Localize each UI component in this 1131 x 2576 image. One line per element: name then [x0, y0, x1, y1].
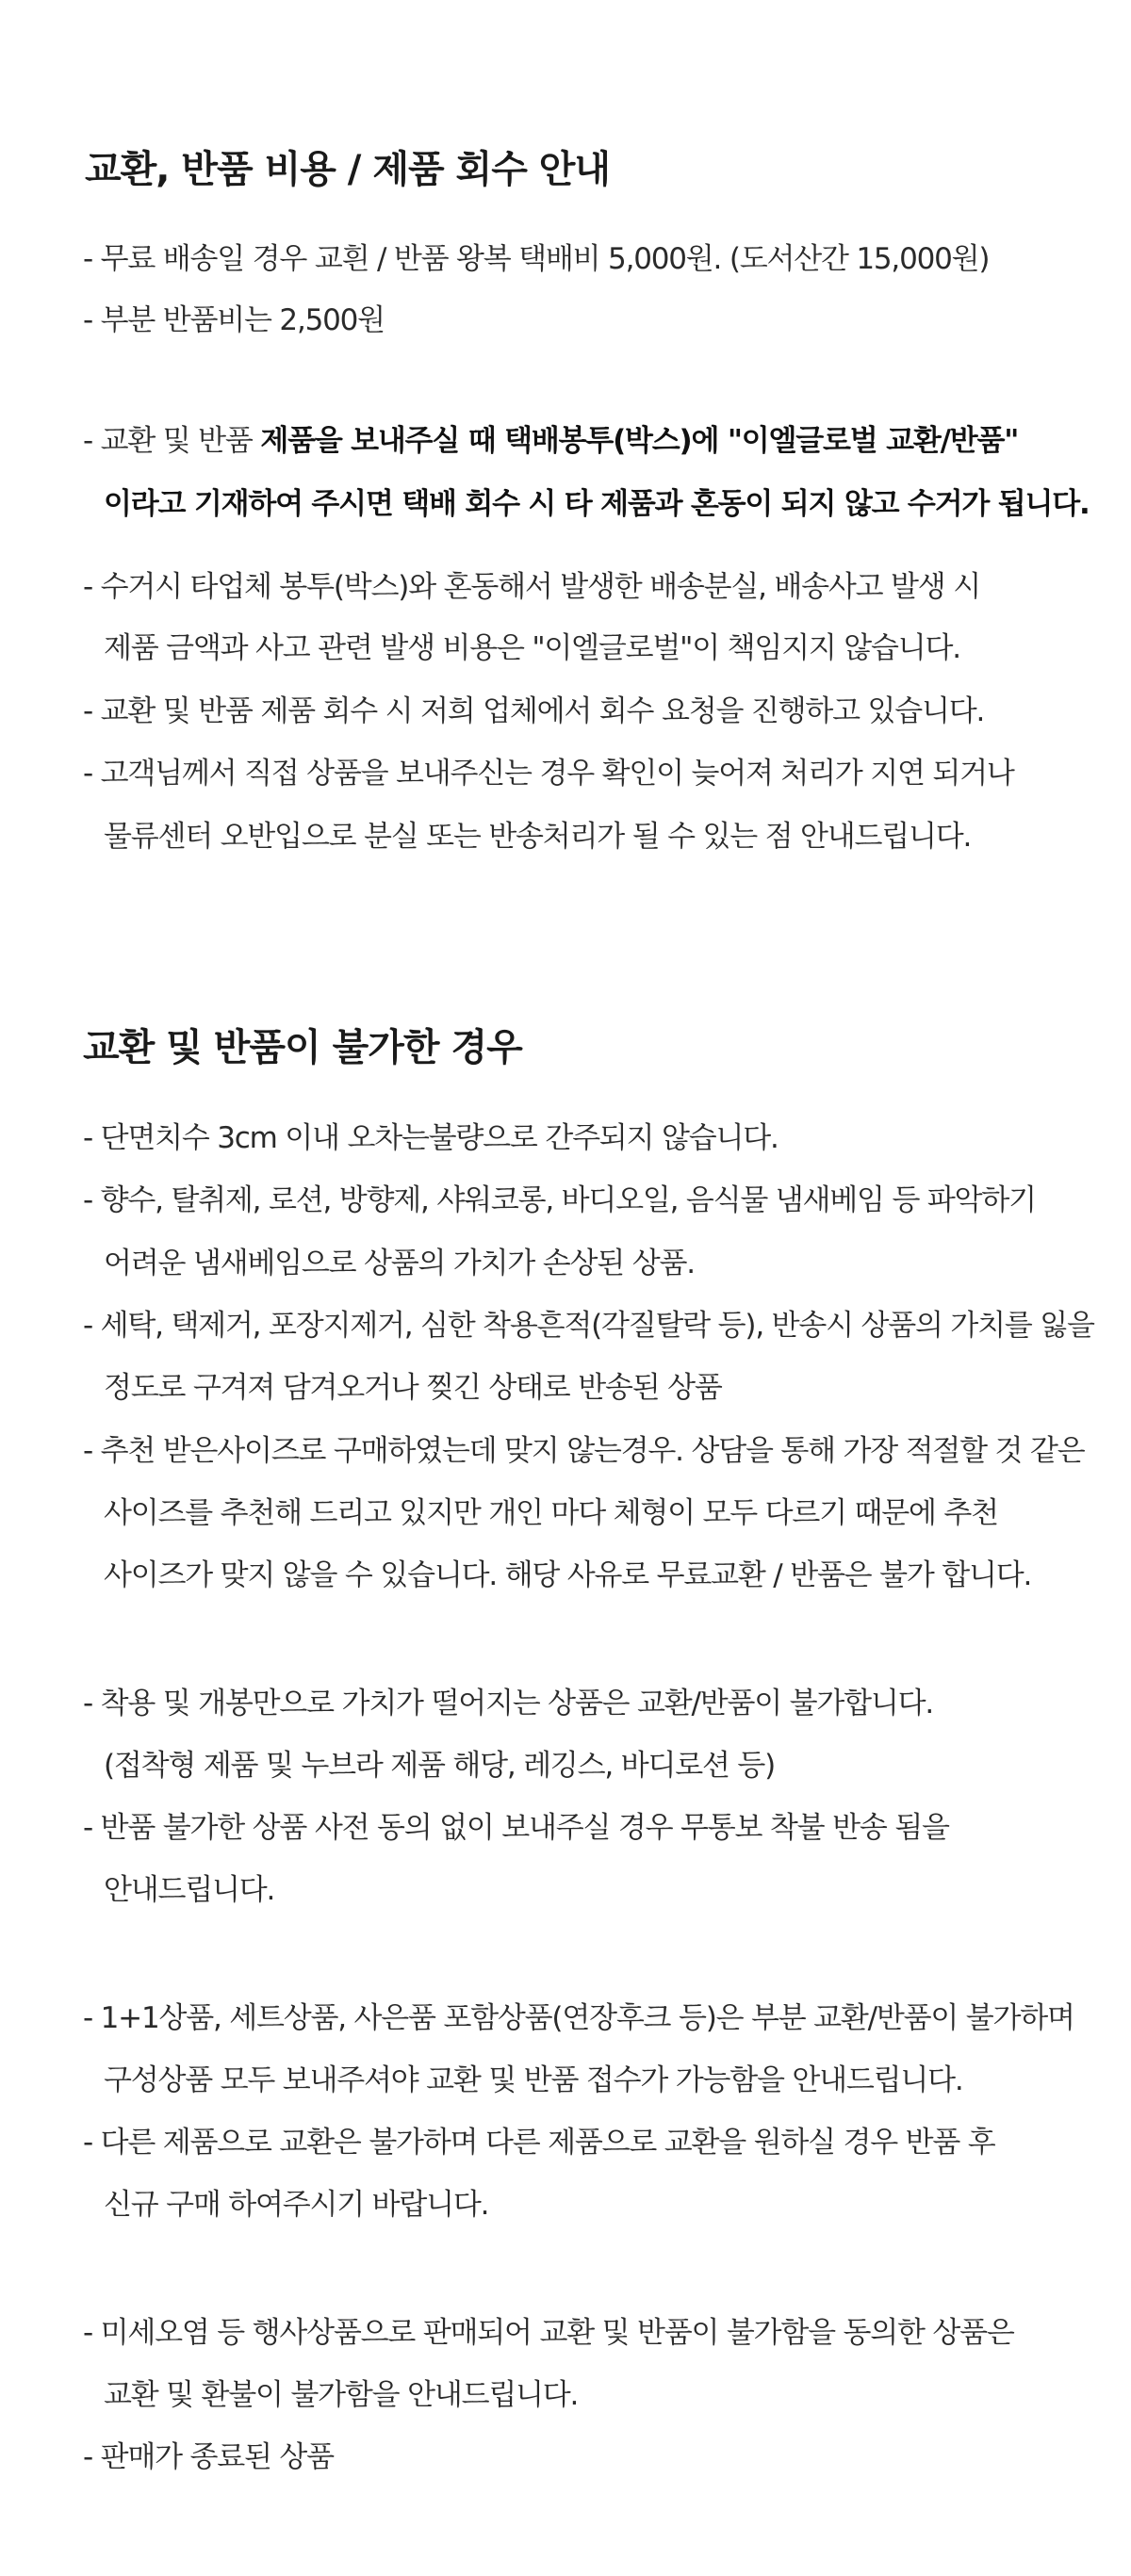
- info-line-prefix: - 교환 및 반품: [83, 424, 261, 458]
- info-line-emphasis: [83, 422, 1018, 460]
- info-line-bold: 이라고 기재하여 주시면 택배 회수 시 타 제품과 혼동이 되지 않고 수거가 됩니다.: [104, 487, 1090, 521]
- section-title-not-allowed: 교환 및 반품이 불가한 경우: [83, 1026, 522, 1069]
- info-line: - 다른 제품으로 교환은 불가하며 다른 제품으로 교환을 원하실 경우 반품 후: [83, 2126, 995, 2160]
- info-line: - 단면치수 3cm 이내 오차는불량으로 간주되지 않습니다.: [83, 1121, 779, 1155]
- info-line: - 추천 받은사이즈로 구매하였는데 맞지 않는경우. 상담을 통해 가장 적절할 것 같은: [83, 1434, 1085, 1468]
- info-line: 정도로 구겨져 담겨오거나 찢긴 상태로 반송된 상품: [104, 1371, 722, 1405]
- info-line-bold: 제품을 보내주실 때 택배봉투(박스)에 "이엘글로벌 교환/반품": [260, 424, 1019, 458]
- info-line: 구성상품 모두 보내주셔야 교환 및 반품 접수가 가능함을 안내드립니다.: [104, 2063, 963, 2097]
- info-line: (접착형 제품 및 누브라 제품 해당, 레깅스, 바디로션 등): [104, 1749, 775, 1783]
- info-line: 안내드립니다.: [104, 1873, 275, 1907]
- info-line: 어려운 냄새베임으로 상품의 가치가 손상된 상품.: [104, 1247, 695, 1280]
- info-line: - 고객님께서 직접 상품을 보내주신는 경우 확인이 늦어져 처리가 지연 되거나: [83, 757, 1014, 791]
- info-line: - 교환 및 반품 제품 회수 시 저희 업체에서 회수 요청을 진행하고 있습니다.: [83, 694, 985, 728]
- info-line: - 무료 배송일 경우 교흰 / 반품 왕복 택배비 5,000원. (도서산간 15,000원): [83, 242, 990, 276]
- info-line: - 판매가 종료된 상품: [83, 2440, 334, 2474]
- info-line: 제품 금액과 사고 관련 발생 비용은 "이엘글로벌"이 책임지지 않습니다.: [104, 631, 960, 665]
- info-line: - 부분 반품비는 2,500원: [83, 303, 385, 337]
- info-line: - 착용 및 개봉만으로 가치가 떨어지는 상품은 교환/반품이 불가합니다.: [83, 1687, 934, 1720]
- info-line: 사이즈를 추천해 드리고 있지만 개인 마다 체형이 모두 다르기 때문에 추천: [104, 1496, 998, 1530]
- info-line: 사이즈가 맞지 않을 수 있습니다. 해당 사유로 무료교환 / 반품은 불가 합니다.: [104, 1558, 1032, 1592]
- info-line-emphasis-cont: [104, 485, 1090, 523]
- info-line: 신규 구매 하여주시기 바랍니다.: [104, 2188, 489, 2222]
- section-title-exchange-cost: 교환, 반품 비용 / 제품 회수 안내: [85, 148, 611, 191]
- info-line: 교환 및 환불이 불가함을 안내드립니다.: [104, 2378, 579, 2412]
- info-line: - 미세오염 등 행사상품으로 판매되어 교환 및 반품이 불가함을 동의한 상품은: [83, 2316, 1014, 2350]
- info-line: - 반품 불가한 상품 사전 동의 없이 보내주실 경우 무통보 착불 반송 됨을: [83, 1811, 949, 1845]
- info-line: - 세탁, 택제거, 포장지제거, 심한 착용흔적(각질탈락 등), 반송시 상품의 가치를 잃을: [83, 1309, 1094, 1343]
- info-line: - 수거시 타업체 봉투(박스)와 혼동해서 발생한 배송분실, 배송사고 발생 시: [83, 570, 980, 604]
- info-line: - 1+1상품, 세트상품, 사은품 포함상품(연장후크 등)은 부분 교환/반품이 불가하며: [83, 2001, 1074, 2035]
- info-line: 물류센터 오반입으로 분실 또는 반송처리가 될 수 있는 점 안내드립니다.: [104, 820, 972, 854]
- info-line: - 향수, 탈취제, 로션, 방향제, 샤워코롱, 바디오일, 음식물 냄새베임 등 파악하기: [83, 1183, 1036, 1217]
